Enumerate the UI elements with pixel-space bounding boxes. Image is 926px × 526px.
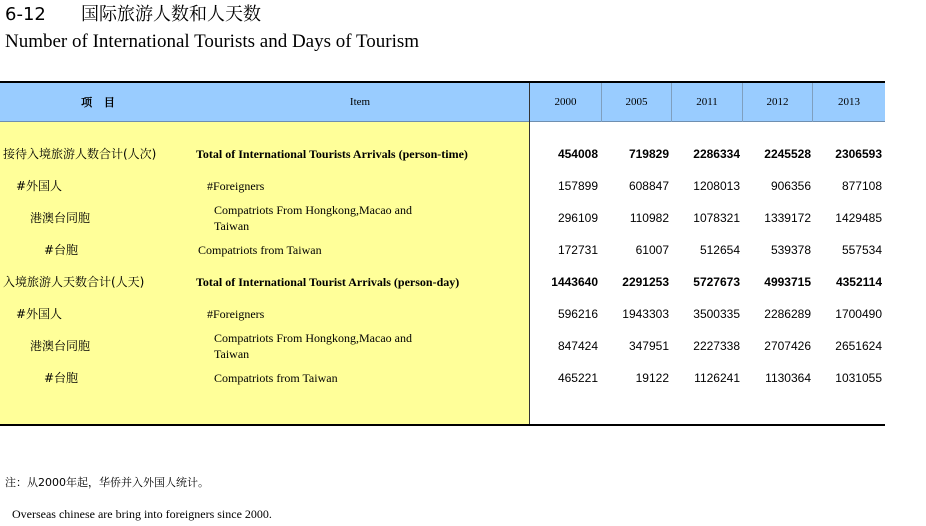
row-label-cn: #台胞 <box>44 243 79 257</box>
cell-value: 5727673 <box>693 275 740 289</box>
table-row <box>0 234 885 266</box>
row-label-cn: #台胞 <box>44 371 79 385</box>
header-year: 2000 <box>554 96 577 108</box>
cell-value: 172731 <box>557 243 598 257</box>
table-row <box>0 170 885 202</box>
cell-value: 1339172 <box>764 211 811 225</box>
row-label-en: Total of International Tourist Arrivals (person-day) <box>196 275 460 289</box>
header-item-en: Item <box>349 96 371 108</box>
row-label-cn: 入境旅游人天数合计(人天) <box>3 275 145 289</box>
cell-value: 847424 <box>557 339 598 353</box>
cell-value: 512654 <box>699 243 740 257</box>
cell-value: 4352114 <box>835 275 882 289</box>
cell-value: 539378 <box>770 243 811 257</box>
cell-value: 877108 <box>841 179 882 193</box>
cell-value: 2286334 <box>693 147 740 161</box>
row-label-en: Compatriots from Taiwan <box>198 243 322 257</box>
footnote-en: Overseas chinese are bring into foreigners since 2000. <box>12 507 272 521</box>
row-label-en: Compatriots From Hongkong,Macao and Taiwan <box>214 203 412 233</box>
header-year: 2005 <box>625 96 648 108</box>
cell-value: 454008 <box>557 147 598 161</box>
cell-value: 61007 <box>635 243 669 257</box>
cell-value: 557534 <box>841 243 882 257</box>
row-label-en: #Foreigners <box>207 307 265 321</box>
cell-value: 1130364 <box>765 371 811 385</box>
table-row <box>0 330 885 362</box>
cell-value: 19122 <box>635 371 669 385</box>
header-year: 2012 <box>766 96 789 108</box>
row-label-cn: #外国人 <box>16 179 63 193</box>
cell-value: 906356 <box>770 179 811 193</box>
table-row <box>0 362 885 394</box>
table-number: 6-12 <box>5 4 46 25</box>
cell-value: 2707426 <box>764 339 811 353</box>
cell-value: 1031055 <box>835 371 882 385</box>
table-title-en: Number of International Tourists and Days of Tourism <box>5 31 420 52</box>
table-row <box>0 266 885 298</box>
cell-value: 608847 <box>628 179 669 193</box>
table-row <box>0 298 885 330</box>
table-row <box>0 202 885 234</box>
cell-value: 2306593 <box>835 147 882 161</box>
cell-value: 2651624 <box>835 339 882 353</box>
cell-value: 596216 <box>557 307 598 321</box>
cell-value: 2291253 <box>622 275 669 289</box>
table-title-cn <box>5 4 261 26</box>
cell-value: 465221 <box>557 371 598 385</box>
cell-value: 1429485 <box>835 211 882 225</box>
row-label-en: Compatriots From Hongkong,Macao and Taiwan <box>214 331 412 361</box>
cell-value: 1126241 <box>694 371 740 385</box>
cell-value: 1943303 <box>622 307 669 321</box>
cell-value: 3500335 <box>693 307 740 321</box>
cell-value: 1443640 <box>551 275 598 289</box>
statistics-table <box>0 81 885 426</box>
cell-value: 2286289 <box>764 307 811 321</box>
cell-value: 110982 <box>629 211 669 225</box>
header-year: 2013 <box>838 96 860 108</box>
table-row <box>0 138 885 170</box>
row-label-cn: 接待入境旅游人数合计(人次) <box>3 147 157 161</box>
row-label-cn: 港澳台同胞 <box>30 339 91 353</box>
cell-value: 1208013 <box>693 179 740 193</box>
cell-value: 4993715 <box>764 275 811 289</box>
row-label-en: Total of International Tourists Arrivals (person-time) <box>196 147 468 161</box>
row-label-en: #Foreigners <box>207 179 265 193</box>
row-label-cn: #外国人 <box>16 307 63 321</box>
cell-value: 1700490 <box>835 307 882 321</box>
row-label-cn: 港澳台同胞 <box>30 211 91 225</box>
cell-value: 1078321 <box>693 211 740 225</box>
footnote-cn: 注：从2000年起，华侨并入外国人统计。 <box>5 476 209 489</box>
header-year: 2011 <box>696 96 718 108</box>
row-label-en: Compatriots from Taiwan <box>214 371 338 385</box>
title-cn-text: 国际旅游人数和人天数 <box>81 4 261 25</box>
table-bottom-rule <box>0 424 885 426</box>
cell-value: 2227338 <box>693 339 740 353</box>
cell-value: 296109 <box>557 211 598 225</box>
header-item-cn: 项 目 <box>81 96 119 109</box>
cell-value: 2245528 <box>764 147 811 161</box>
cell-value: 347951 <box>628 339 669 353</box>
cell-value: 719829 <box>628 147 669 161</box>
cell-value: 157899 <box>557 179 598 193</box>
